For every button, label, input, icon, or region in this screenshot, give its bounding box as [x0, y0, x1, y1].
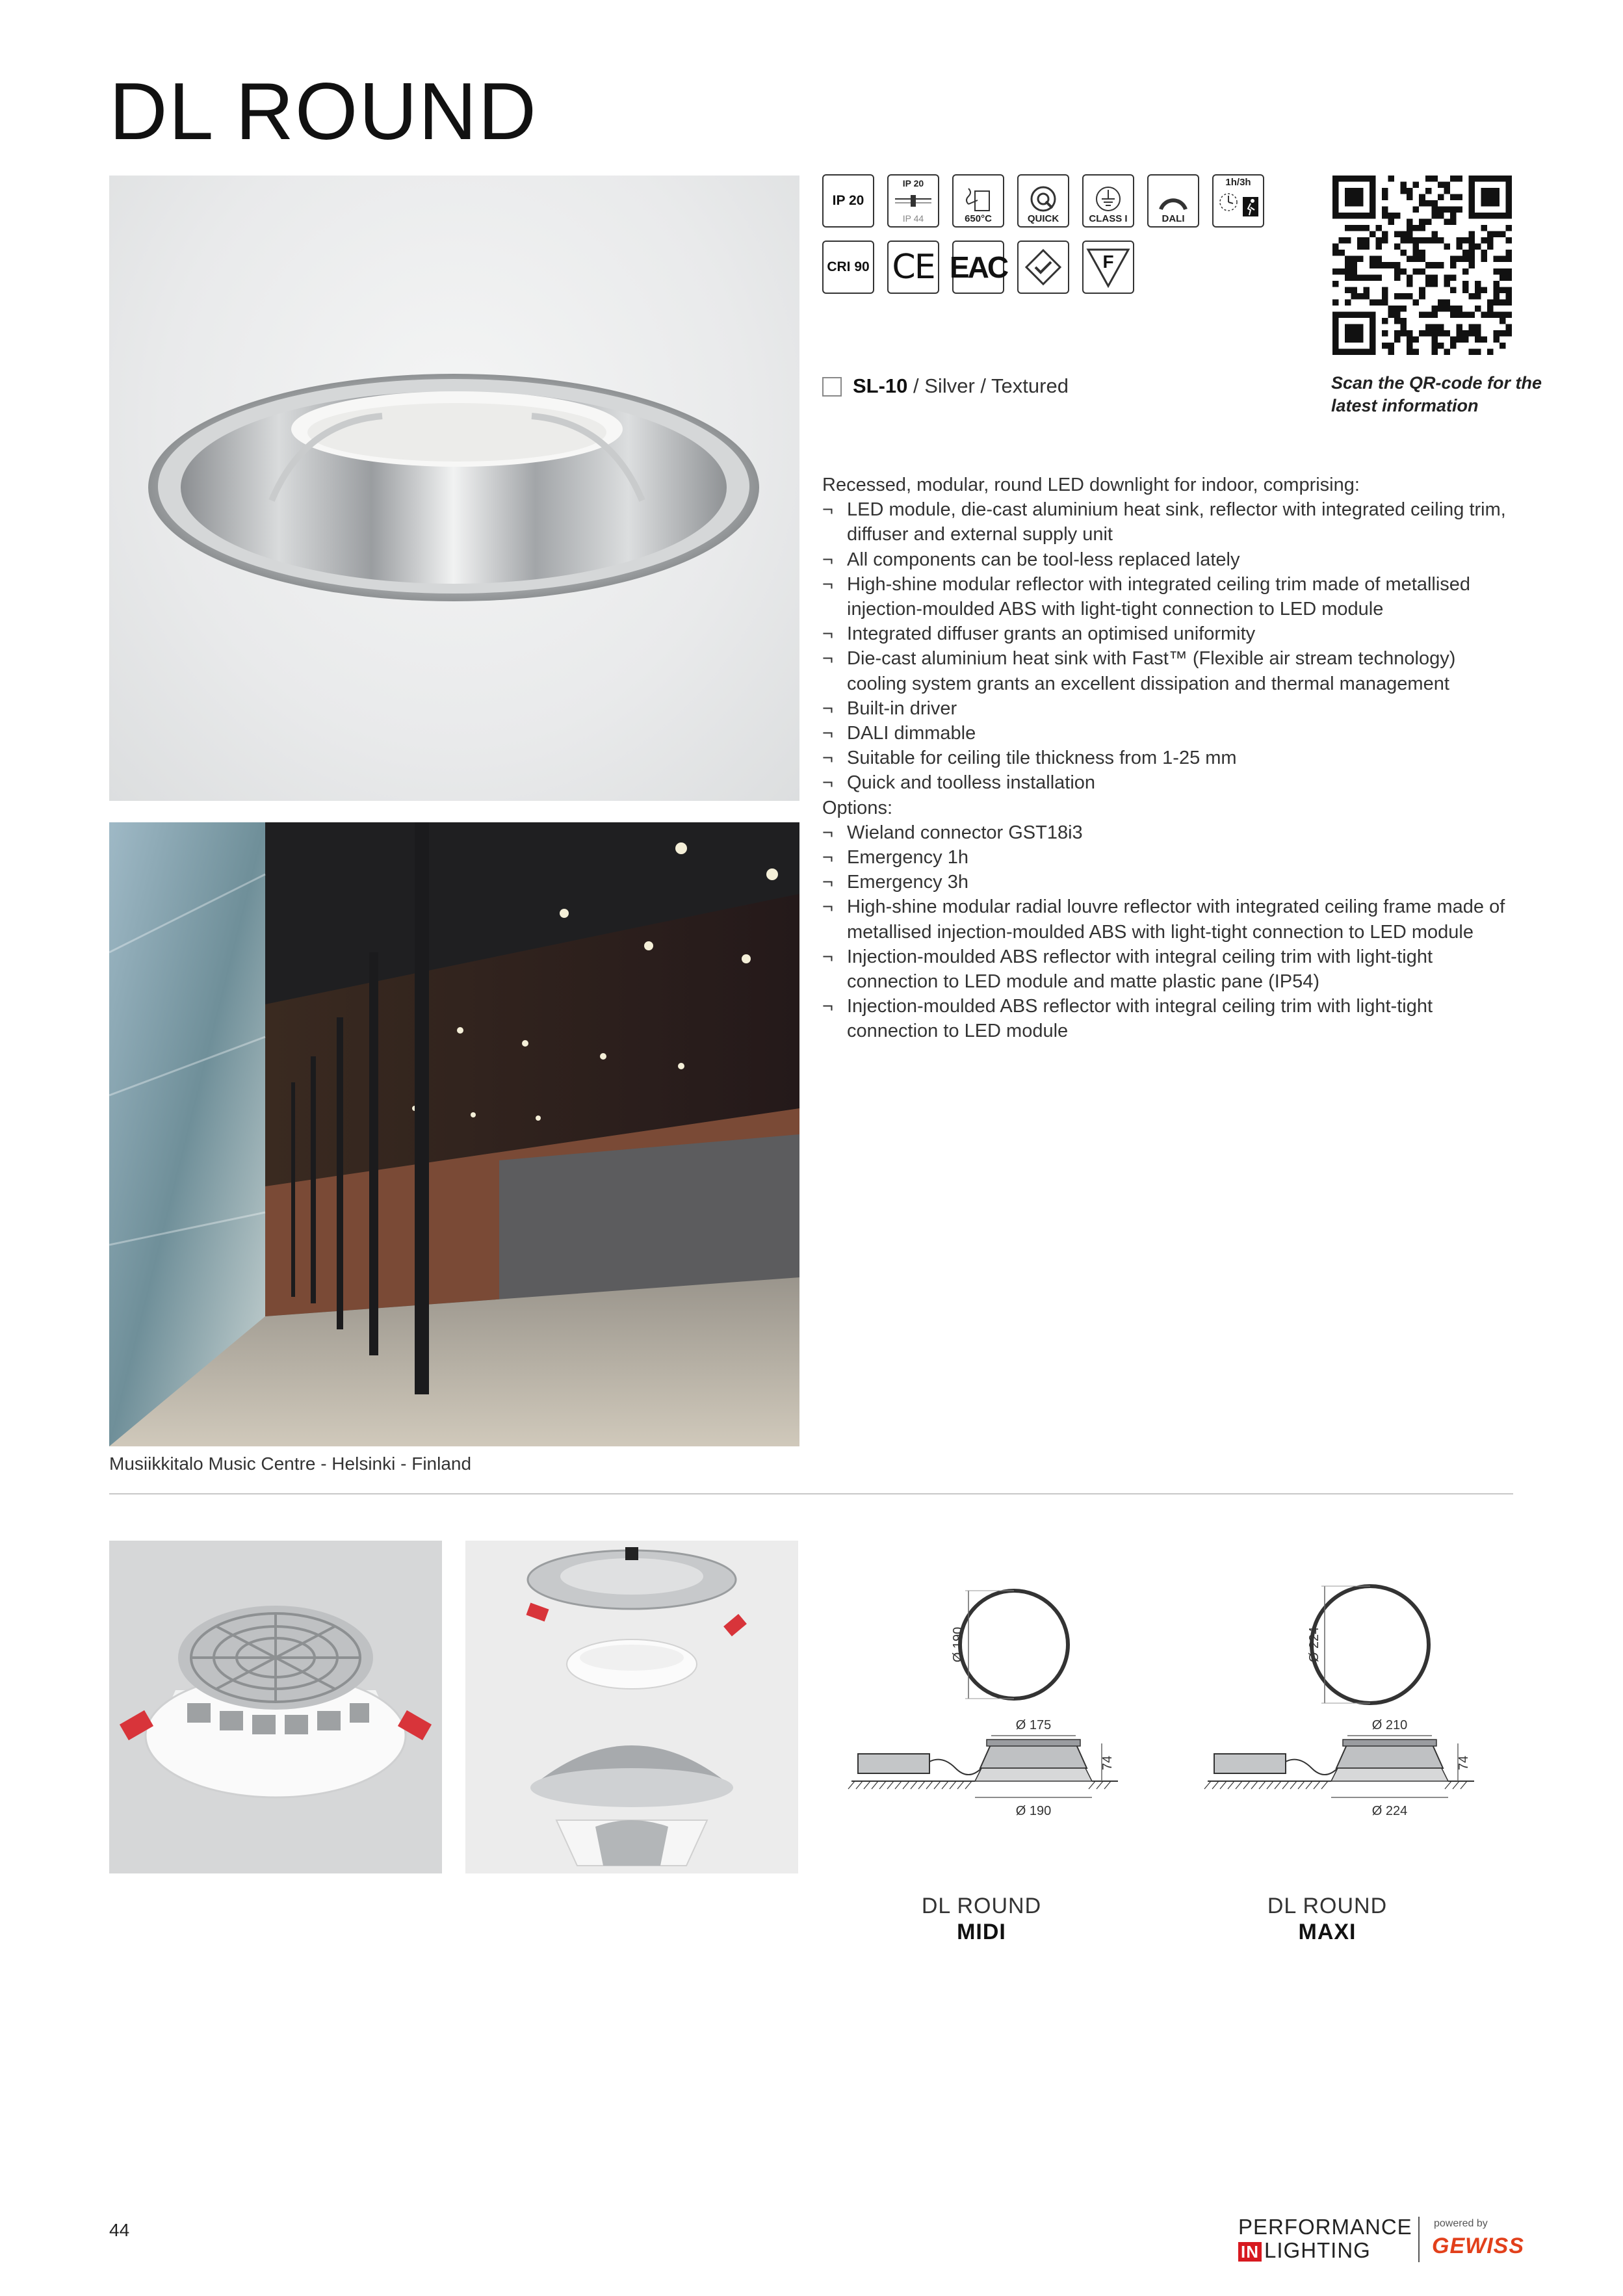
list-item [822, 994, 1511, 1043]
bullet-mark: ¬ [822, 623, 833, 645]
list-item-text: Die-cast aluminium heat sink with Fast™ (Flexible air stream technology) cooling system grants an excellent dissipation and thermal management [847, 648, 1456, 694]
rcm-mark-icon [1017, 241, 1069, 294]
bullet-mark: ¬ [822, 698, 833, 719]
product-name: DL ROUND [1267, 1894, 1388, 1918]
gewiss-logo: GEWISS [1432, 2234, 1525, 2258]
dim-height: 74 [1100, 1755, 1115, 1771]
list-item-text: LED module, die-cast aluminium heat sink, reflector with integrated ceiling trim, diffuser and external supply unit [847, 499, 1506, 545]
product-size: MIDI [957, 1920, 1006, 1944]
brand-in: IN [1238, 2242, 1262, 2262]
bullet-mark: ¬ [822, 772, 833, 794]
finish-variant [853, 374, 1069, 398]
brand-line2: LIGHTING [1264, 2238, 1371, 2262]
list-item [822, 547, 1511, 572]
list-item-text: Quick and toolless installation [847, 772, 1096, 794]
list-item-text: DALI dimmable [847, 723, 976, 744]
list-item-text: All components can be tool-less replaced lately [847, 549, 1240, 570]
finish-checkbox[interactable] [822, 377, 842, 397]
product-photo-exploded [465, 1541, 798, 1873]
list-item-text: Wieland connector GST18i3 [847, 822, 1083, 843]
powered-by: powered by [1434, 2218, 1488, 2229]
qr-note: Scan the QR-code for the latest information [1331, 373, 1542, 415]
product-description [822, 473, 1511, 1044]
dimension-drawing-svg [845, 1573, 1118, 1846]
bullet-mark: ¬ [822, 896, 833, 918]
bullet-mark: ¬ [822, 946, 833, 967]
product-name-block [1217, 1893, 1438, 1945]
list-item-text: Injection-moulded ABS reflector with integral ceiling trim with light-tight connection to LED module and matte plastic pane (IP54) [847, 946, 1433, 993]
list-item-text: Integrated diffuser grants an optimised uniformity [847, 623, 1256, 645]
bullet-mark: ¬ [822, 549, 833, 570]
brand-logo [1238, 2215, 1412, 2263]
dimension-drawing-svg [1201, 1573, 1474, 1846]
bullet-mark: ¬ [822, 748, 833, 769]
bullet-mark: ¬ [822, 822, 833, 843]
ceiling-mount-icon [894, 194, 933, 208]
drawing-maxi [1201, 1573, 1474, 1957]
list-item [822, 945, 1511, 994]
dim-body-dia: Ø 210 [1371, 1718, 1408, 1732]
list-item-text: High-shine modular radial louvre reflector with integrated ceiling frame made of metallised injection-moulded ABS with light-tight connection to LED module [847, 896, 1505, 943]
product-size: MAXI [1298, 1920, 1357, 1944]
photo-caption: Musiikkitalo Music Centre - Helsinki - Finland [109, 1454, 472, 1474]
list-item-text: Emergency 1h [847, 847, 968, 868]
brand-separator [1418, 2217, 1420, 2262]
dim-body-dia: Ø 175 [1015, 1718, 1052, 1732]
bullet-mark: ¬ [822, 573, 833, 595]
list-item-text: Built-in driver [847, 698, 957, 719]
list-item-text: Emergency 3h [847, 872, 968, 893]
list-item [822, 696, 1511, 721]
feature-list [822, 497, 1511, 795]
section-divider [109, 1493, 1513, 1494]
options-title: Options: [822, 797, 892, 818]
eac-mark-icon: EAC [952, 241, 1004, 294]
product-name-block [871, 1893, 1092, 1945]
page-title: DL ROUND [109, 67, 538, 157]
finish-description: / Silver / Textured [907, 374, 1069, 397]
bullet-mark: ¬ [822, 499, 833, 521]
list-item-text: High-shine modular reflector with integrated ceiling trim made of metallised injection-moulded ABS with light-tight connection to LED module [847, 573, 1471, 620]
glow-wire-icon: 650°C [952, 174, 1004, 228]
ip20-ip44-icon: IP 20 IP 44 [887, 174, 939, 228]
list-item [822, 845, 1511, 870]
list-item [822, 746, 1511, 770]
quick-install-icon: QUICK [1017, 174, 1069, 228]
dim-top-dia: Ø 224 [1307, 1626, 1321, 1663]
emergency-icon: 1h/3h [1212, 174, 1264, 228]
bullet-mark: ¬ [822, 648, 833, 670]
page-number: 44 [109, 2220, 130, 2240]
dali-dimmable-icon: DALI [1147, 174, 1199, 228]
list-item [822, 621, 1511, 646]
dim-cut-dia: Ø 224 [1371, 1804, 1408, 1818]
class1-earth-icon: CLASS I [1082, 174, 1134, 228]
dim-top-dia: Ø 190 [951, 1626, 965, 1663]
option-list [822, 820, 1511, 1044]
product-name: DL ROUND [921, 1894, 1042, 1918]
list-item-text: Suitable for ceiling tile thickness from 1-25 mm [847, 748, 1237, 769]
dim-cut-dia: Ø 190 [1015, 1804, 1052, 1818]
bullet-mark: ¬ [822, 996, 833, 1017]
list-item [822, 870, 1511, 894]
ce-mark-icon: CE [887, 241, 939, 294]
f-mark-icon: F [1082, 241, 1134, 294]
cri90-icon: CRI 90 [822, 241, 874, 294]
product-photo-main [109, 176, 799, 801]
bullet-mark: ¬ [822, 723, 833, 744]
bullet-mark: ¬ [822, 847, 833, 868]
dim-height: 74 [1457, 1755, 1471, 1771]
list-item [822, 770, 1511, 795]
list-item [822, 646, 1511, 696]
finish-code: SL-10 [853, 374, 908, 397]
architecture-photo [109, 822, 799, 1446]
list-item [822, 497, 1511, 547]
product-photo-rear [109, 1541, 442, 1873]
bullet-mark: ¬ [822, 872, 833, 893]
ip20-icon: IP 20 [822, 174, 874, 228]
list-item [822, 721, 1511, 746]
brand-line1: PERFORMANCE [1238, 2215, 1412, 2239]
drawing-midi [845, 1573, 1118, 1957]
description-intro: Recessed, modular, round LED downlight for indoor, comprising: [822, 475, 1360, 495]
list-item [822, 572, 1511, 621]
list-item-text: Injection-moulded ABS reflector with integral ceiling trim with light-tight connection to LED module [847, 996, 1433, 1042]
qr-code-icon[interactable] [1332, 176, 1512, 355]
list-item [822, 894, 1511, 944]
list-item [822, 820, 1511, 845]
